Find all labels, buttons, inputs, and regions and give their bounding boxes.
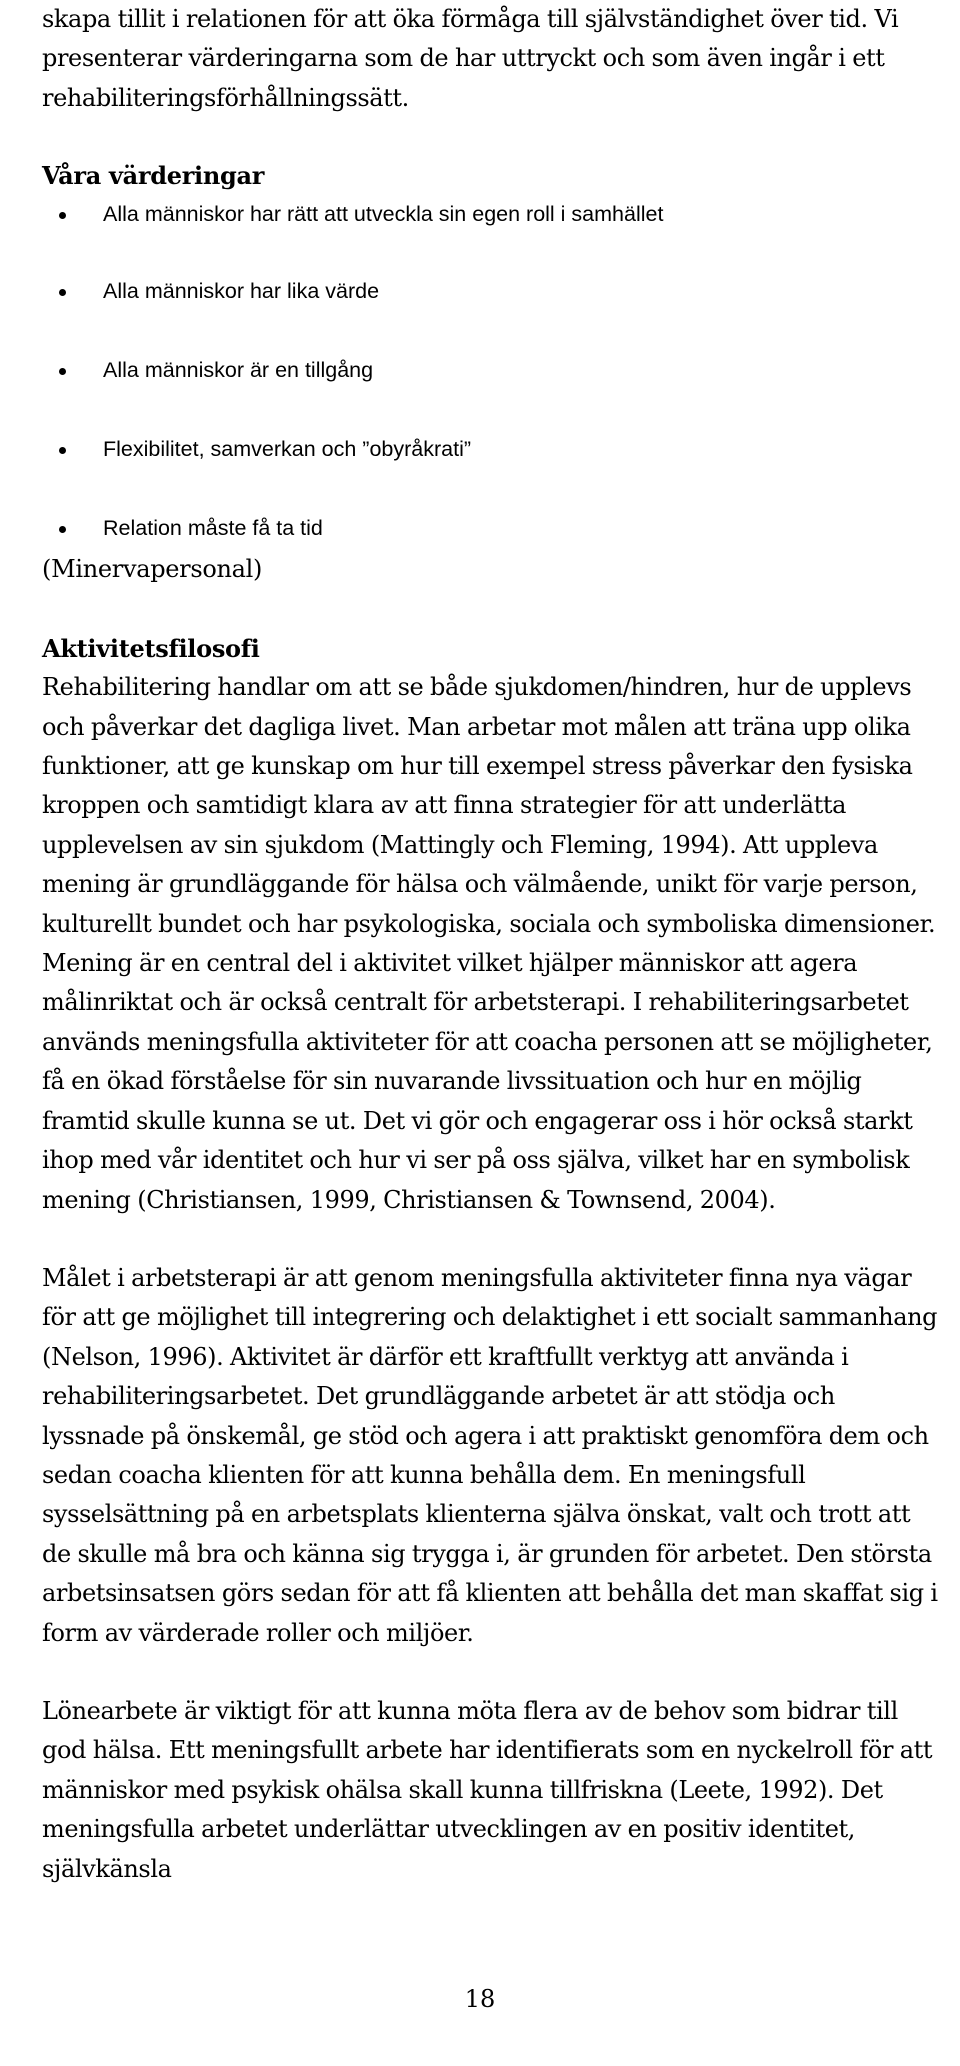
activity-paragraph: Lönearbete är viktigt för att kunna möta flera av de behov som bidrar till god hälsa. Ett meningsfullt arbete har identifierats som en nyckelroll för att människor med psykisk ohälsa skall kunna tillfriskna (Leete, 1992). Det meningsfulla arbetet underlättar utvecklingen av en positiv identitet, självkänsla <box>42 1696 933 1883</box>
paragraph-gap <box>42 1220 942 1259</box>
list-item-text: Flexibilitet, samverkan och ”obyråkrati” <box>103 437 472 462</box>
activity-heading: Aktivitetsfilosofi <box>42 634 260 664</box>
page-number: 18 <box>464 1985 496 2013</box>
activity-paragraph: Rehabilitering handlar om att se både sjukdomen/hindren, hur de upplevs och påverkar det dagliga livet. Man arbetar mot målen att träna upp olika funktioner, att ge kunskap om hur till exempel stress påverkar den fysiska kroppen och samtidigt klara av att finna strategier för att underlätta upplevelsen av sin sjukdom (Mattingly och Fleming, 1994). Att uppleva mening är grundläggande för hälsa och välmående, unikt för varje person, kulturellt bundet och har psykologiska, sociala och symboliska dimensioner. Mening är en central del i aktivitet vilket hjälper människor att agera målinriktat och är också centralt för arbetsterapi. I rehabiliteringsarbetet används meningsfulla aktiviteter för att coacha personen att se möjligheter, få en ökad förståelse för sin nuvarande livssituation och hur en möjlig framtid skulle kunna se ut. Det vi gör och engagerar oss i hör också starkt ihop med vår identitet och hur vi ser på oss själva, vilket har en symbolisk mening (Christiansen, 1999, Christiansen & Townsend, 2004). <box>42 673 936 1214</box>
list-item-text: Alla människor har rätt att utveckla sin egen roll i samhället <box>103 202 664 227</box>
bullet-icon <box>59 526 66 533</box>
document-page <box>42 0 942 1889</box>
list-item-text: Alla människor har lika värde <box>103 279 380 304</box>
list-item <box>42 195 942 272</box>
list-item-text: Alla människor är en tillgång <box>103 358 374 383</box>
list-item <box>42 272 942 351</box>
list-item <box>42 351 942 430</box>
values-list <box>42 195 942 588</box>
values-source: (Minervapersonal) <box>42 555 263 584</box>
bullet-icon <box>59 368 66 375</box>
list-item <box>42 430 942 509</box>
values-heading: Våra värderingar <box>42 161 265 191</box>
bullet-icon <box>59 447 66 454</box>
bullet-icon <box>59 289 66 296</box>
list-item-text: Relation måste få ta tid <box>103 516 323 541</box>
activity-paragraph: Målet i arbetsterapi är att genom meningsfulla aktiviteter finna nya vägar för att ge möjlighet till integrering och delaktighet i ett socialt sammanhang (Nelson, 1996). Aktivitet är därför ett kraftfullt verktyg att använda i rehabiliteringsarbetet. Det grundläggande arbetet är att stödja och lyssnade på önskemål, ge stöd och agera i att praktiskt genomföra dem och sedan coacha klienten för att kunna behålla dem. En meningsfull sysselsättning på en arbetsplats klienterna själva önskat, valt och trott att de skulle må bra och känna sig trygga i, är grunden för arbetet. Den största arbetsinsatsen görs sedan för att få klienten att behålla det man skaffat sig i form av värderade roller och miljöer. <box>42 1263 938 1647</box>
list-item <box>42 509 942 588</box>
paragraph-gap <box>42 1653 942 1692</box>
intro-paragraph: skapa tillit i relationen för att öka förmåga till självständighet över tid. Vi presenterar värderingarna som de har uttryckt och som även ingår i ett rehabiliteringsförhållningssätt. <box>42 5 899 112</box>
bullet-icon <box>59 212 66 219</box>
